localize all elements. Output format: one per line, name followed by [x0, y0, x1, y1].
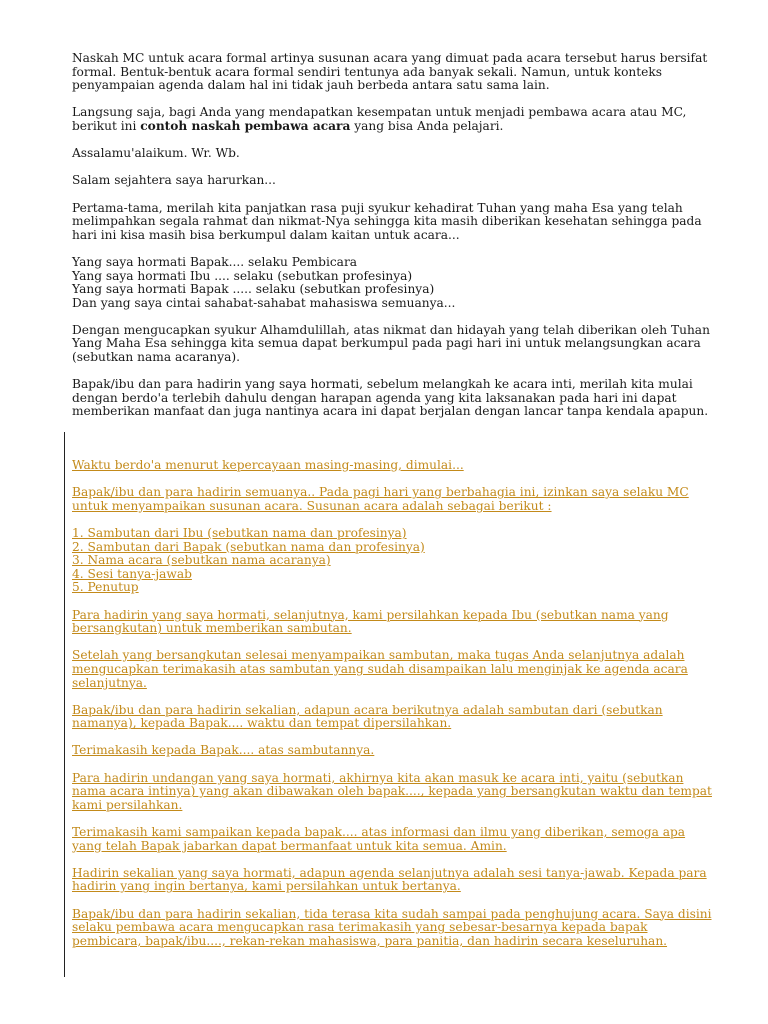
intro-paragraph: Naskah MC untuk acara formal artinya susunan acara yang dimuat pada acara tersebut harus bersifat formal. Bentuk-bentuk acara formal sendiri tentunya ada banyak sekali. Namun, untuk konteks penyampaian agenda dalam hal ini tidak jauh berbeda antara satu sama lain. — [72, 51, 708, 93]
tracked-paragraph-text: Hadirin sekalian yang saya hormati, adapun agenda selanjutnya adalah sesi tanya-jawab. Kepada para hadirin yang ingin bertanya, kami persilahkan untuk bertanya. — [72, 865, 707, 894]
tracked-paragraph[interactable] — [72, 704, 712, 731]
honorific-line: Yang saya hormati Bapak.... selaku Pembicara — [72, 254, 358, 269]
agenda-item: 3. Nama acara (sebutkan nama acaranya) — [72, 553, 331, 568]
tracked-paragraph-text: Terimakasih kami sampaikan kepada bapak.... atas informasi dan ilmu yang diberikan, semoga apa yang telah Bapak jabarkan dapat bermanfaat untuk kita semua. Amin. — [72, 825, 686, 853]
agenda-item: 1. Sambutan dari Ibu (sebutkan nama dan profesinya) — [72, 525, 407, 540]
lead-after: yang bisa Anda pelajari. — [350, 118, 504, 133]
prayer-intro-paragraph: Bapak/ibu dan para hadirin yang saya hormati, sebelum melangkah ke acara inti, merilah kita mulai dengan berdo'a terlebih dahulu dengan harapan agenda yang kita laksanakan pada hari ini dapat memberikan manfaat dan juga nantinya acara ini dapat berjalan dengan lancar tanpa kendala apapun. — [72, 377, 709, 419]
honorific-line: Yang saya hormati Bapak ..... selaku (sebutkan profesinya) — [72, 282, 435, 297]
prayer-line[interactable] — [72, 459, 712, 473]
agenda-intro-text: Bapak/ibu dan para hadirin semuanya.. Pada pagi hari yang berbahagia ini, izinkan saya selaku MC untuk menyampaikan susunan acara. Susunan acara adalah sebagai berikut : — [72, 485, 689, 513]
tracked-paragraph-text: Para hadirin yang saya hormati, selanjutnya, kami persilahkan kepada Ibu (sebutkan nama yang bersangkutan) untuk memberikan sambutan. — [72, 607, 669, 636]
opening-paragraph: Pertama-tama, merilah kita panjatkan rasa puji syukur kehadirat Tuhan yang maha Esa yang telah melimpahkan segala rahmat dan nikmat-Nya sehingga kita masih diberikan kesehatan sehingga pada hari ini kisa masih bisa berkumpul dalam kaitan untuk acara... — [72, 200, 702, 242]
agenda-item: 4. Sesi tanya-jawab — [72, 566, 192, 581]
tracked-changes-section — [72, 459, 712, 962]
agenda-item: 2. Sambutan dari Bapak (sebutkan nama dan profesinya) — [72, 539, 425, 554]
tracked-paragraph[interactable] — [72, 826, 712, 853]
tracked-paragraph-text: Para hadirin undangan yang saya hormati, akhirnya kita akan masuk ke acara inti, yaitu (sebutkan nama acara intinya) yang akan dibawakan oleh bapak...., kepada yang bersangkutan waktu dan tempat kami persilahkan. — [72, 770, 712, 812]
tracked-paragraph[interactable] — [72, 867, 712, 894]
tracked-paragraph[interactable] — [72, 649, 712, 690]
honorific-line: Yang saya hormati Ibu .... selaku (sebutkan profesinya) — [72, 268, 413, 283]
honorifics — [72, 256, 712, 310]
gratitude-paragraph: Dengan mengucapkan syukur Alhamdulillah, atas nikmat dan hidayah yang telah diberikan oleh Tuhan Yang Maha Esa sehingga kita semua dapat berkumpul pada pagi hari ini untuk melangsungkan acara (sebutkan nama acaranya). — [72, 322, 710, 365]
tracked-paragraph[interactable] — [72, 609, 712, 636]
agenda-intro[interactable] — [72, 486, 712, 513]
greeting: Assalamu'alaikum. Wr. Wb. — [72, 146, 240, 161]
honorific-line: Dan yang saya cintai sahabat-sahabat mahasiswa semuanya... — [72, 295, 456, 310]
agenda-list[interactable] — [72, 527, 712, 595]
tracked-paragraph-text: Terimakasih kepada Bapak.... atas sambutannya. — [72, 743, 375, 758]
tracked-paragraph[interactable] — [72, 772, 712, 813]
tracked-paragraph-text: Setelah yang bersangkutan selesai menyampaikan sambutan, maka tugas Anda selanjutnya adalah mengucapkan terimakasih atas sambutan yang sudah disampaikan lalu menginjak ke agenda acara selanjutnya. — [72, 648, 688, 690]
lead-before: Langsung saja, bagi Anda yang mendapatkan kesempatan untuk menjadi pembawa acara atau MC, berikut ini — [72, 105, 687, 133]
tracked-paragraph-text: Bapak/ibu dan para hadirin sekalian, tida terasa kita sudah sampai pada penghujung acara. Saya disini selaku pembawa acara mengucapkan rasa terimakasih yang sebesar-besarnya kepada bapak pembicara, bapak/ibu...., rekan-rekan mahasiswa, para panitia, dan hadirin secara keseluruhan. — [72, 906, 712, 948]
tracked-paragraph-text: Bapak/ibu dan para hadirin sekalian, adapun acara berikutnya adalah sambutan dari (sebutkan namanya), kepada Bapak.... waktu dan tempat dipersilahkan. — [72, 702, 663, 731]
agenda-item: 5. Penutup — [72, 580, 139, 595]
lead-paragraph — [72, 106, 712, 133]
change-tracking-bar — [64, 432, 65, 977]
lead-bold: contoh naskah pembawa acara — [140, 118, 351, 133]
tracked-paragraph[interactable] — [72, 908, 712, 949]
tracked-paragraph[interactable] — [72, 744, 712, 758]
salam: Salam sejahtera saya harurkan... — [72, 173, 276, 188]
document-body — [72, 52, 712, 433]
prayer-text: Waktu berdo'a menurut kepercayaan masing-masing, dimulai... — [72, 458, 464, 472]
